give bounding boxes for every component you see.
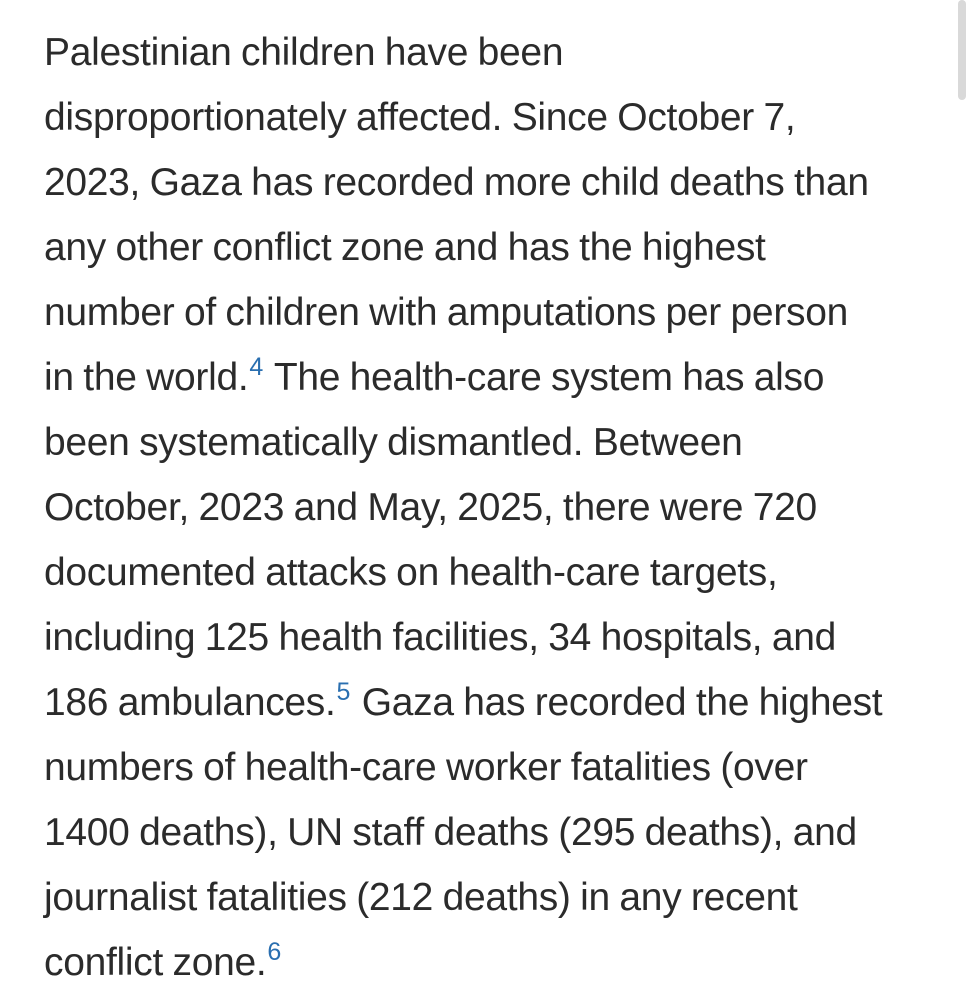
text-line: 2023, Gaza has recorded more child deaths than (44, 161, 869, 204)
footnote-link-4[interactable]: 4 (249, 353, 263, 381)
text-line: journalist fatalities (212 deaths) in any recent (44, 876, 798, 919)
footnote-link-6[interactable]: 6 (267, 938, 282, 966)
scrollbar-thumb[interactable] (958, 0, 966, 100)
text-line (44, 930, 934, 995)
footnote-link-5[interactable]: 5 (336, 678, 351, 706)
text-line (44, 670, 934, 735)
text-segment: 186 ambulances. (44, 681, 336, 724)
text-segment: in the world. (44, 356, 249, 399)
text-segment: conflict zone. (44, 941, 267, 984)
text-segment: Gaza has recorded the highest (352, 681, 883, 724)
text-line: disproportionately affected. Since October 7, (44, 96, 796, 139)
text-segment: The health-care system has also (264, 356, 825, 399)
article-body (44, 20, 934, 995)
text-line (44, 345, 934, 410)
text-line: number of children with amputations per person (44, 291, 848, 334)
text-line: including 125 health facilities, 34 hospitals, and (44, 616, 837, 659)
article-paragraph (44, 20, 934, 995)
scrollbar[interactable] (955, 0, 969, 1000)
text-line: October, 2023 and May, 2025, there were 720 (44, 486, 817, 529)
text-line: been systematically dismantled. Between (44, 421, 743, 464)
text-line: any other conflict zone and has the highest (44, 226, 766, 269)
text-line: documented attacks on health-care targets, (44, 551, 778, 594)
text-line: Palestinian children have been (44, 31, 564, 74)
text-line: 1400 deaths), UN staff deaths (295 deaths), and (44, 811, 857, 854)
text-line: numbers of health-care worker fatalities (over (44, 746, 808, 789)
